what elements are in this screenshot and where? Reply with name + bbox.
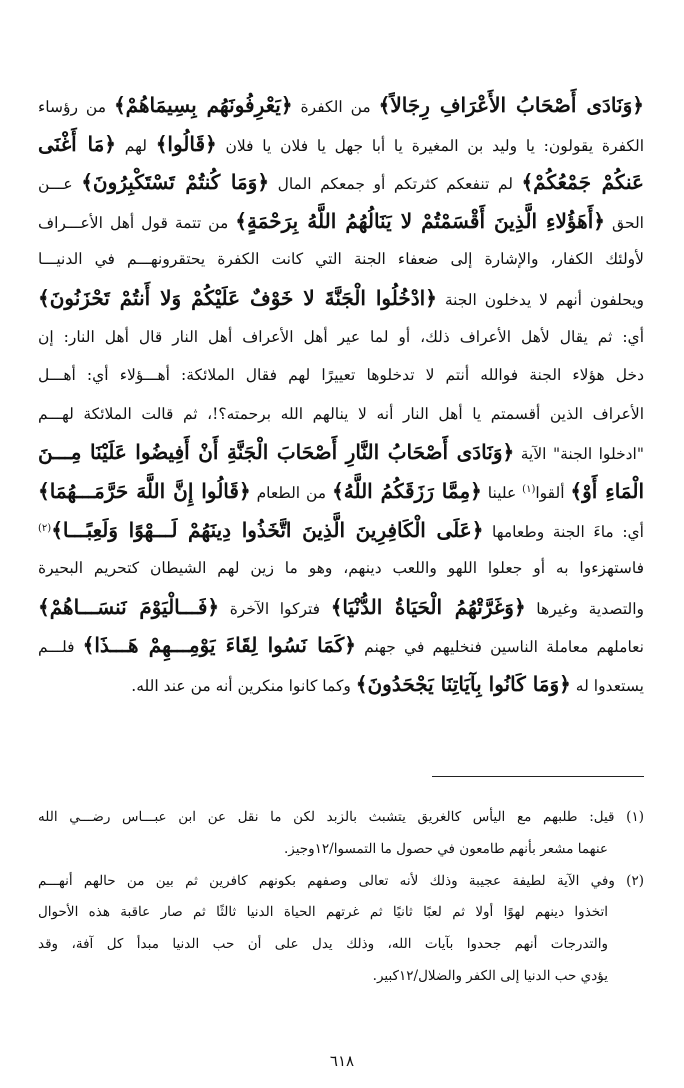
text-line: [38, 472, 644, 511]
quran-verse-segment: ﴿يَعْرِفُونَهُم بِسِيمَاهُمْ﴾: [113, 93, 293, 117]
quran-verse-segment: ﴿وَغَرَّتْهُمُ الْحَيَاةُ الدُّنْيَا﴾: [330, 594, 526, 619]
text-line: [38, 240, 644, 279]
commentary-segment: "ادخلوا الجنة" الآية: [514, 445, 644, 464]
commentary-segment: الأعراف الذين أقسمتم يا أهل النار أنه لا ينالهم الله برحمته؟!، ثم قالت الملائكة لهـــم: [38, 404, 644, 423]
quran-verse-segment: ﴿ادْخُلُوا الْجَنَّةَ لا خَوْفٌ عَلَيْكُمْ وَلا أَنتُمْ تَحْزَنُونَ﴾: [38, 285, 437, 310]
commentary-segment: الكفرة يقولون: يا وليد بن المغيرة يا أبا جهل يا فلان يا فلان: [216, 136, 644, 155]
quran-verse-segment: ﴿كَمَا نَسُوا لِقَاءَ يَوْمِـــهِمْ هَـــذَا﴾: [82, 633, 356, 658]
footnote-separator: [432, 776, 644, 777]
quran-verse-segment: ﴿مَا أَغْنَى: [38, 131, 117, 156]
quran-verse-segment: ﴿أَهَؤُلاءِ الَّذِينَ أَقْسَمْتُمْ لا يَنَالُهُمُ اللَّهُ بِرَحْمَةٍ﴾: [235, 208, 606, 233]
text-line: [38, 433, 644, 472]
quran-verse-segment: ﴿مِمَّا رَزَقَكُمُ اللَّهُ﴾: [332, 478, 482, 503]
text-line: [38, 356, 644, 395]
text-line: [38, 665, 644, 704]
footnote-line: عنهما مشعر بأنهم طامعون في حصول ما التمسوا/١٢وجيز.: [283, 840, 608, 857]
commentary-segment: وكما كانوا منكرين أنه من عند الله.: [131, 676, 356, 695]
commentary-segment: لأولئك الكفار، والإشارة إلى ضعفاء الجنة التي كانت الكفرة يحتقرونهـــم في الدنيـــا: [38, 250, 644, 269]
commentary-segment: فلـــم: [38, 638, 83, 657]
quran-verse-segment: ﴿وَمَا كُنتُمْ تَسْتَكْبِرُونَ﴾: [81, 170, 270, 195]
commentary-segment: من الكفرة: [292, 98, 379, 116]
commentary-segment: من الطعام: [250, 483, 332, 502]
quran-verse-segment: ﴿عَلَى الْكَافِرِينَ الَّذِينَ اتَّخَذُوا دِينَهُمْ لَـــهْوًا وَلَعِبًـــا﴾: [51, 517, 484, 542]
text-line: [38, 626, 644, 665]
commentary-segment: الحق: [605, 213, 644, 232]
quran-verse-segment: ﴿وَمَا كَانُوا بِآيَاتِنَا يَجْحَدُونَ﴾: [355, 671, 571, 696]
quran-verse-segment: ﴿قَالُوا إِنَّ اللَّهَ حَرَّمَـــهُمَا﴾: [38, 478, 251, 503]
text-line: [38, 395, 644, 434]
quran-verse-segment: عَنكُمْ جَمْعُكُمْ﴾: [521, 170, 644, 195]
commentary-segment: لهم: [116, 136, 156, 155]
commentary-segment: فتركوا الآخرة: [219, 599, 331, 618]
text-line: [38, 86, 644, 125]
page-number: ٦١٨: [329, 1052, 355, 1070]
quran-verse-segment: ﴿وَنَادَى أَصْحَابُ النَّارِ أَصْحَابَ الْجَنَّةِ أَنْ أَفِيضُوا عَلَيْنَا مِـــنَ: [38, 440, 515, 465]
commentary-segment: يستعدوا له: [570, 676, 644, 695]
commentary-segment: علينا: [481, 483, 523, 502]
commentary-segment: أي: ماءَ الجنة وطعامها: [483, 522, 644, 541]
commentary-segment: لم تنفعكم كثرتكم أو جمعكم المال: [269, 175, 522, 194]
footnote-line: اتخذوا دينهم لهوًا أولا ثم لعبًا ثانيًا ثم غرتهم الحياة الدنيا ثالثًا ثم صار عاقبة هذه الأحوال: [38, 904, 608, 921]
commentary-segment: عـــن: [38, 175, 82, 194]
text-line: [38, 588, 644, 627]
text-line: [38, 125, 644, 164]
commentary-segment: دخل هؤلاء الجنة فوالله أنتم لا تدخلوها تعييرًا لهم فقال الملائكة: أهـــؤلاء أي: أهـــل: [38, 366, 644, 385]
main-text-body: [38, 86, 644, 704]
text-line: [38, 163, 644, 202]
commentary-segment: من رؤساء: [38, 98, 114, 116]
commentary-segment: والتصدية وغيرها: [525, 599, 644, 618]
commentary-segment: فاستهزءوا به أو جعلوا اللهو واللعب دينهم، وهو ما زين لهم الشيطان كتحريم البحيرة: [38, 559, 644, 578]
footnote-marker: (٢): [38, 522, 52, 534]
quran-verse-segment: ﴿قَالُوا﴾: [155, 131, 217, 156]
commentary-segment: أي: ثم يقال لأهل الأعراف ذلك، أو لما عير أهل الأعراف أهل النار قال أهل النار: إن: [38, 327, 644, 346]
quran-verse-segment: ﴿وَنَادَى أَصْحَابُ الأَعْرَافِ رِجَالاً﴾: [378, 93, 644, 117]
quran-verse-segment: الْمَاءِ أَوْ﴾: [570, 478, 644, 503]
text-line: [38, 279, 644, 318]
quran-verse-segment: ﴿فَـــالْيَوْمَ نَنسَـــاهُمْ﴾: [38, 594, 220, 619]
commentary-segment: نعاملهم معاملة الناسين فنخليهم في جهنم: [356, 638, 644, 657]
commentary-segment: ألقوا: [535, 483, 571, 502]
footnotes: [38, 802, 644, 993]
text-line: [38, 549, 644, 588]
text-line: [38, 202, 644, 241]
text-line: [38, 511, 644, 550]
footnote-line: والتدرجات أنهم جحدوا بآيات الله، وذلك يدل على أن حب الدنيا مبدأ كل آفة، وقد: [38, 936, 608, 953]
commentary-segment: ويحلفون أنهم لا يدخلون الجنة: [436, 290, 644, 309]
footnote-marker: (١): [522, 483, 536, 495]
footnote-line: يؤدي حب الدنيا إلى الكفر والضلال/١٢كبير.: [372, 967, 608, 984]
commentary-segment: من تتمة قول أهل الأعـــراف: [38, 213, 236, 232]
text-line: [38, 318, 644, 357]
footnote-line: (١) قيل: طلبهم مع اليأس كالغريق يتشبث بالزبد لكن ما نقل عن ابن عبـــاس رضـــي الله: [38, 809, 644, 825]
footnote-line: (٢) وفي الآية لطيفة عجيبة وذلك لأنه تعالى وصفهم بكونهم كافرين ثم بين من حالهم أنهـــم: [38, 872, 644, 889]
